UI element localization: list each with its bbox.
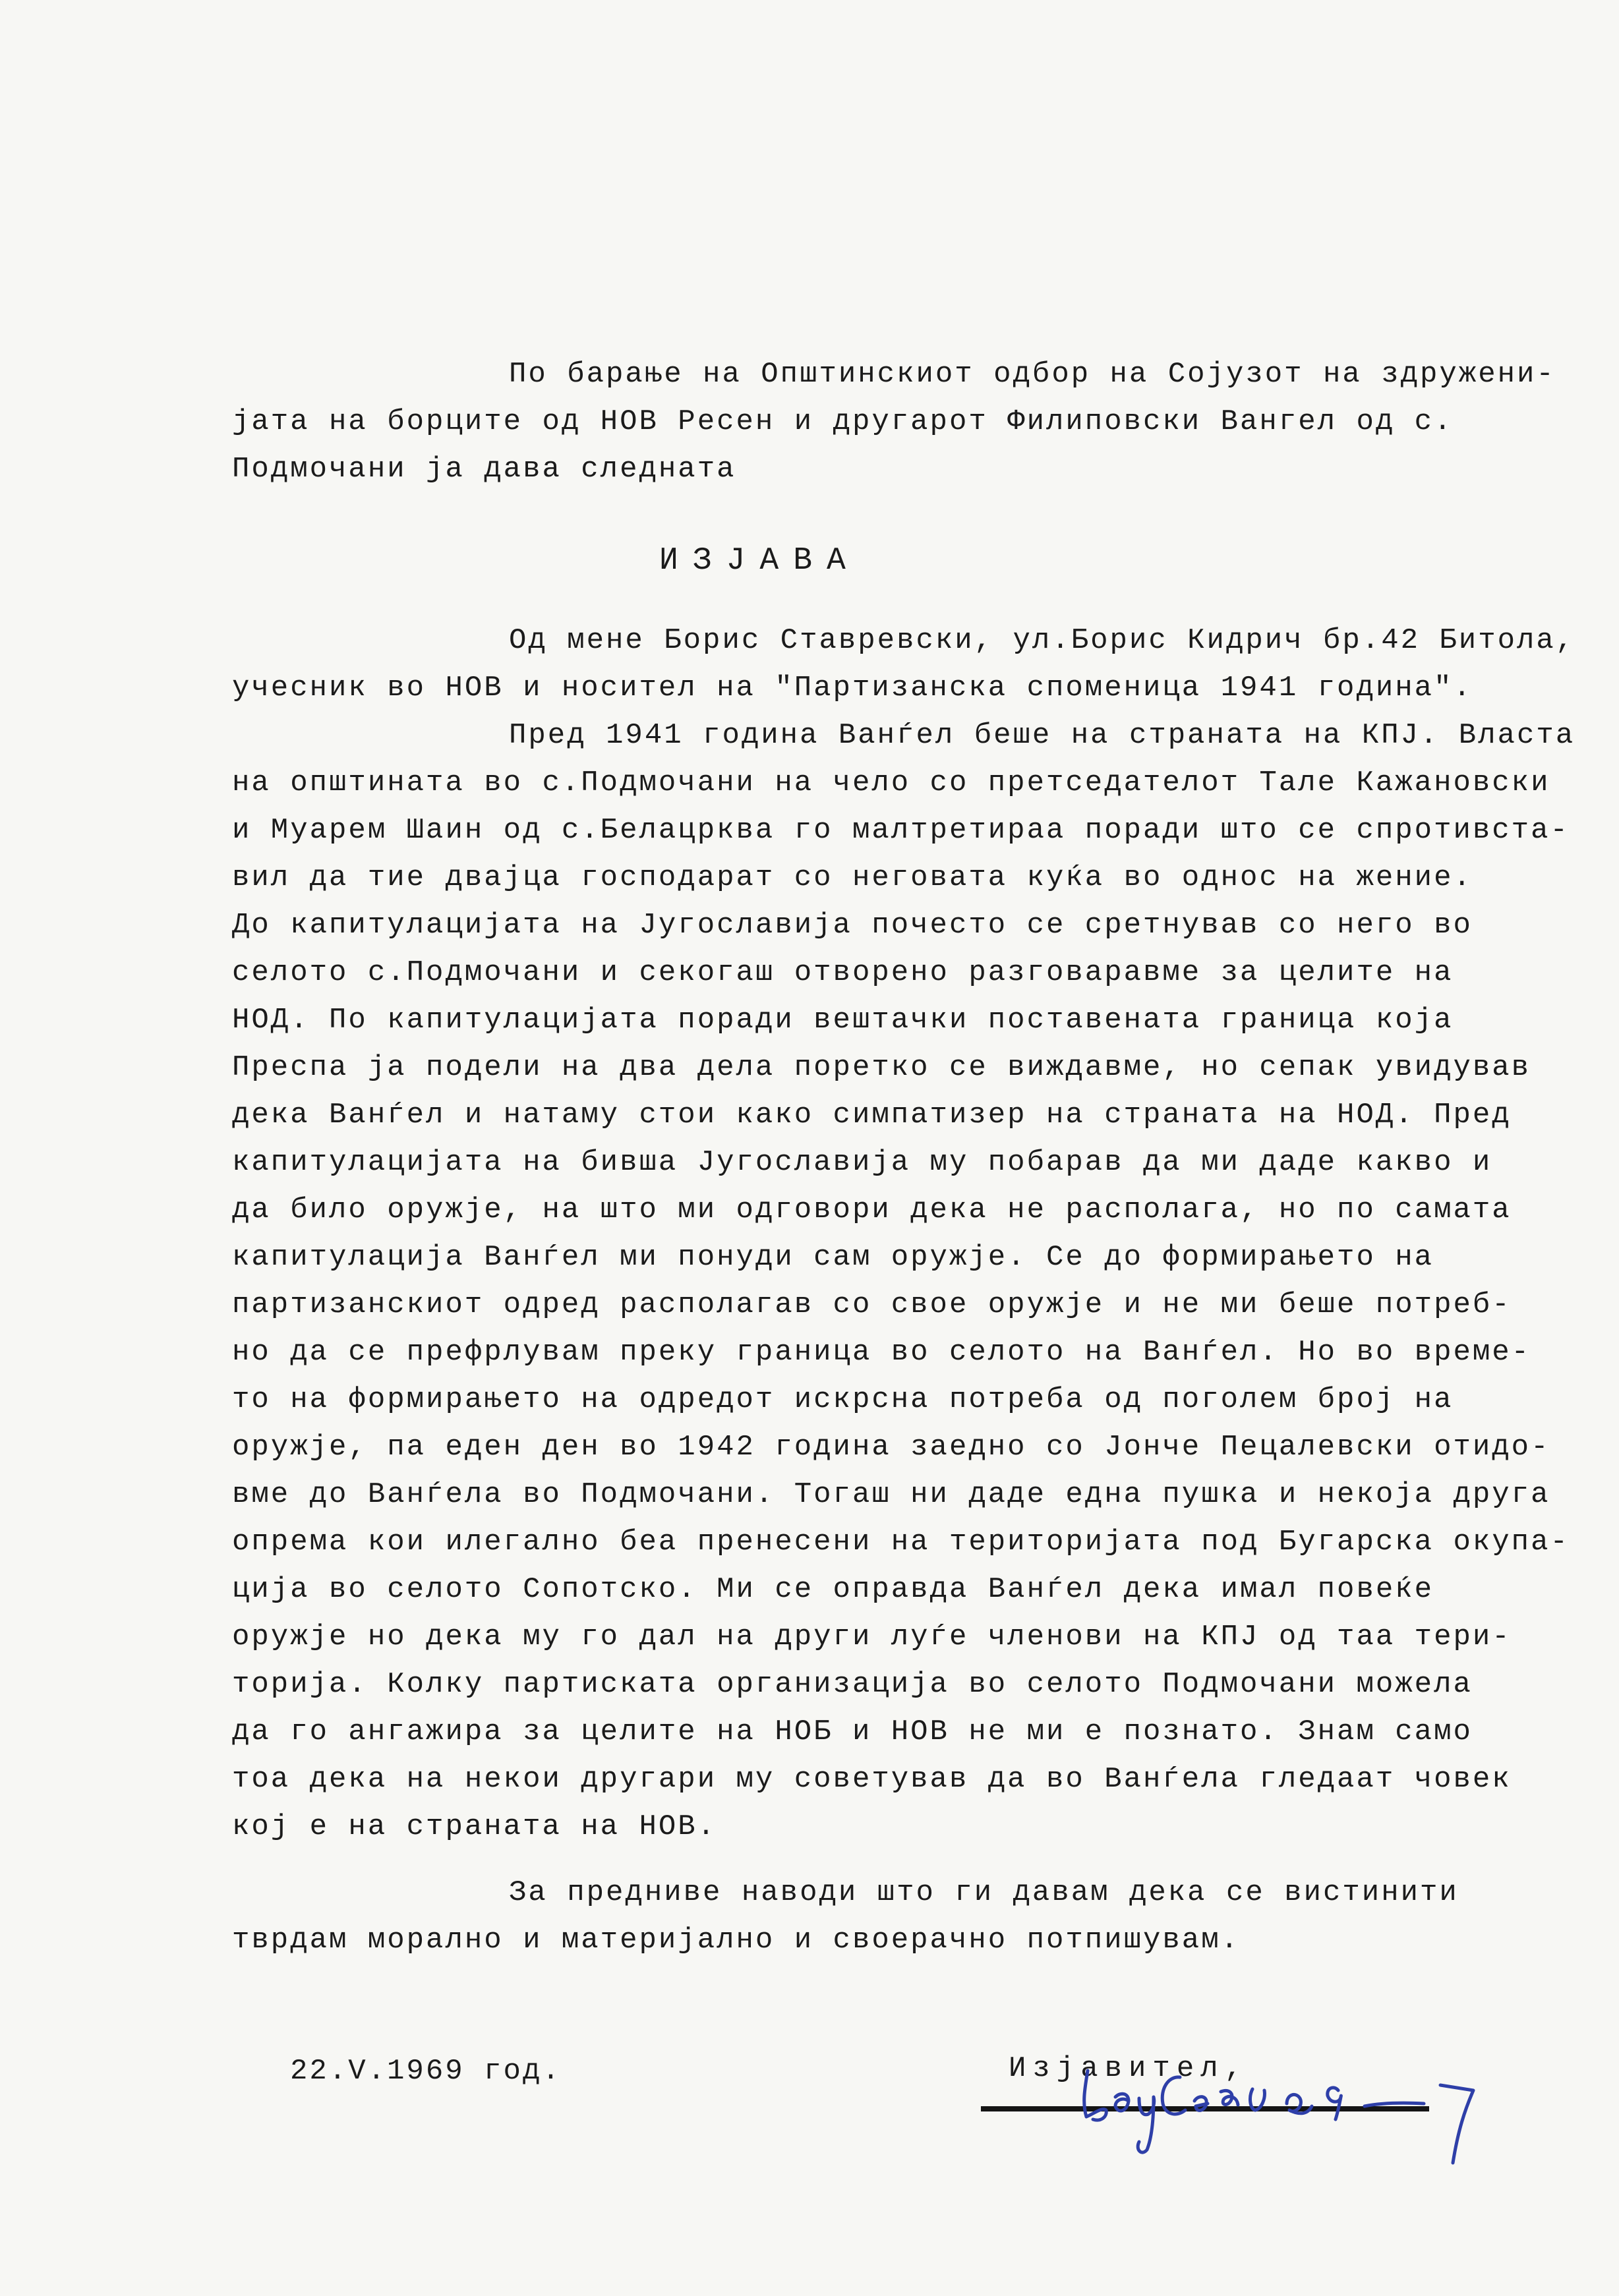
handwritten-signature [1055, 2051, 1529, 2222]
body-line: капитулацијата на бивша Југославија му побарав да ми даде какво и [232, 1146, 1492, 1179]
closing-line: За предниве наводи што ги давам дека се вистинити [509, 1876, 1459, 1909]
body-line: вме до Ванѓела во Подмочани. Тогаш ни даде една пушка и некоја друга [232, 1478, 1550, 1511]
intro-paragraph [232, 351, 1556, 493]
body-line: Од мене Борис Ставревски, ул.Борис Кидрич бр.42 Битола, [509, 624, 1575, 657]
body-line: торија. Колку партиската организација во селото Подмочани можела [232, 1668, 1473, 1701]
body-line: селото с.Подмочани и секогаш отворено разговаравме за целите на [232, 956, 1454, 989]
intro-line: Подмочани ја дава следната [232, 453, 736, 486]
body-line: да било оружје, на што ми одговори дека не располага, но по самата [232, 1193, 1512, 1226]
intro-line: По барање на Општинскиот одбор на Сојузот на здружени- [509, 358, 1556, 391]
body-line: партизанскиот одред располагав со свое оружје и не ми беше потреб- [232, 1288, 1512, 1321]
closing-paragraph [232, 1869, 1459, 1964]
body-line: тоа дека на некои другари му советував да во Ванѓела гледаат човек [232, 1763, 1512, 1796]
statement-body [232, 617, 1575, 1851]
body-line: опрема кои илегално беа пренесени на територијата под Бугарска окупа- [232, 1526, 1570, 1559]
body-line: Пред 1941 година Ванѓел беше на страната на КПЈ. Власта [509, 719, 1575, 752]
declarant-label: Изјавител, [1009, 2052, 1249, 2085]
body-line: да го ангажира за целите на НОБ и НОВ не ми е познато. Знам само [232, 1715, 1473, 1748]
document-date: 22.V.1969 год. [290, 2055, 562, 2088]
closing-line: тврдам морално и материјално и своерачно потпишувам. [232, 1924, 1241, 1957]
body-line: капитулација Ванѓел ми понуди сам оружје. Се до формирањето на [232, 1241, 1434, 1274]
body-line: и Муарем Шаин од с.Белацрква го малтретираа поради што се спротивста- [232, 814, 1570, 847]
body-line: оружје, па еден ден во 1942 година заедно со Јонче Пецалевски отидо- [232, 1431, 1550, 1464]
body-line: Преспа ја подели на два дела поретко се виждавме, но сепак увидував [232, 1051, 1531, 1084]
body-line: ција во селото Сопотско. Ми се оправда Ванѓел дека имал повеќе [232, 1573, 1434, 1606]
body-line: До капитулацијата на Југославија почесто се сретнував со него во [232, 909, 1473, 942]
body-line: кој е на страната на НОВ. [232, 1810, 717, 1843]
document-title: ИЗЈАВА [659, 543, 860, 579]
body-line: НОД. По капитулацијата поради вештачки поставената граница која [232, 1004, 1454, 1037]
body-line: но да се префрлувам преку граница во селото на Ванѓел. Но во време- [232, 1336, 1531, 1369]
body-line: оружје но дека му го дал на други луѓе членови на КПЈ од таа тери- [232, 1621, 1512, 1653]
body-line: учесник во НОВ и носител на "Партизанска споменица 1941 година". [232, 672, 1473, 704]
body-line: вил да тие двајца господарат со неговата куќа во однос на жение. [232, 861, 1473, 894]
intro-line: јата на борците од НОВ Ресен и другарот Филиповски Вангел од с. [232, 405, 1454, 438]
body-line: то на формирањето на одредот искрсна потреба од поголем број на [232, 1383, 1454, 1416]
body-line: на општината во с.Подмочани на чело со претседателот Тале Кажановски [232, 766, 1550, 799]
body-line: дека Ванѓел и натаму стои како симпатизер на страната на НОД. Пред [232, 1099, 1512, 1132]
